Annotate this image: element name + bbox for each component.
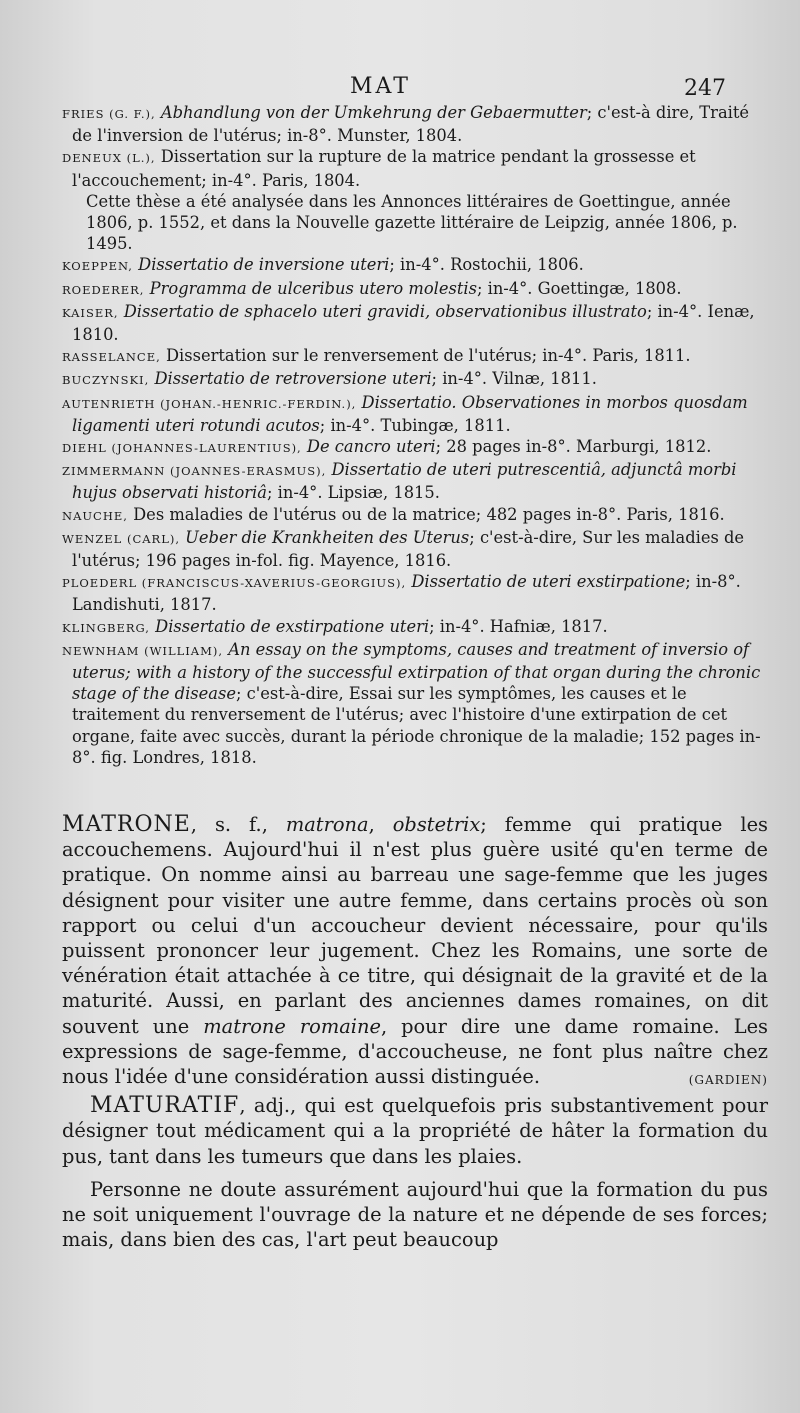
entry-title: Dissertatio de uteri exstirpatione [411,572,686,592]
author-signature: (GARDIEN) [688,1073,768,1088]
entry-body: , adj., qui est quelquefois pris substantivement pour désigner tout médicament qui a la propriété de hâter la formation du pus, tant dans les tumeurs que dans les plaies. [62,1094,768,1168]
bibliography-entry [62,504,762,527]
entry-details: ; in-4°. Lipsiæ, 1815. [266,483,440,503]
entry-title: Ueber die Krankheiten des Uterus [185,527,470,547]
entry-author: BUCZYNSKI, [62,373,150,388]
entry-details: ; c'est-à dire, Traité de l'inversion de l'utérus; in-8°. Munster, 1804. [72,103,750,146]
bibliography-entry [62,527,762,571]
bibliography-list [62,102,762,768]
entry-details: Dissertation sur la rupture de la matrice pendant la grossesse et l'accouchement; in-4°. Paris, 1804. [72,147,696,190]
entry-title: Abhandlung von der Umkehrung der Gebaermutter [160,103,587,122]
entry-details: ; in-8°. Landishuti, 1817. [72,572,741,615]
latin-term: obstetrix [392,813,481,836]
headword-matrone: MATRONE [62,812,191,837]
entry-title: Dissertatio de sphacelo uteri gravidi, observationibus illustrato [123,301,647,321]
entry-title: Dissertatio de uteri putrescentiâ, adjunctâ morbi hujus observati historiâ [72,460,737,503]
entry-author: AUTENRIETH (JOHAN.-HENRIC.-FERDIN.), [62,396,357,411]
entry-author: NEWNHAM (WILLIAM), [62,643,223,658]
bibliography-entry [62,102,762,146]
bibliography-entry [62,278,762,301]
bibliography-entry [62,368,762,391]
entry-details: ; c'est-à-dire, Essai sur les symptômes, les causes et le traitement du renversement de l'utérus; avec l'histoire d'une extirpation de cet organe, faite avec succès, durant la période chronique de la maladie; 152 pages in-8°. fig. Londres, 1818. [72,684,761,767]
bibliography-entry [62,639,762,768]
entry-details: Cette thèse a été analysée dans les Annonces littéraires de Goettingue, année 1806, p. 1552, et dans la Nouvelle gazette littéraire de Leipzig, année 1806, p. 1495. [86,191,738,254]
entry-author: ROEDERER, [62,282,145,297]
entry-author: WENZEL (CARL), [62,531,180,546]
entry-author: NAUCHE, [62,508,128,523]
entry-author: FRIES (G. F.), [62,107,156,121]
entry-details: ; 28 pages in-8°. Marburgi, 1812. [435,437,712,457]
entry-author: DIEHL (JOHANNES-LAURENTIUS), [62,441,302,456]
page-number: 247 [684,76,726,101]
main-text [62,812,768,1252]
entry-details: Dissertation sur le renversement de l'utérus; in-4°. Paris, 1811. [165,346,691,366]
bibliography-entry [62,392,762,436]
entry-details: ; in-4°. Hafniæ, 1817. [429,616,608,636]
entry-title: De cancro uteri [306,437,436,457]
entry-details: ; in-4°. Tubingæ, 1811. [319,415,511,435]
entry-title: Programma de ulceribus utero molestis [149,278,477,298]
page-header [0,70,800,106]
entry-matrone: MATRONE, s. f., matrona, obstetrix; femme qui pratique les accouchemens. Aujourd'hui il n'est plus guère usité qu'en terme de pratique. On nomme ainsi au barreau une sage-femme que les juges désignent pour visiter une autre femme, dans certains procès où son rapport ou celui d'un accoucheur devient nécessaire, pour qu'ils puissent prononcer leur jugement. Chez les Romains, une sorte de vénération était attachée à ce titre, qui désignait de la gravité et de la maturité. Aussi, en parlant des anciennes dames romaines, on dit souvent une matrone romaine, pour dire une dame romaine. Les expressions de sage-femme, d'accoucheuse, ne font plus naître chez nous l'idée d'une considération aussi distinguée. (GARDIEN) [62,812,768,1089]
entry-title: Dissertatio de retroversione uteri [154,369,432,389]
headword-maturatif: MATURATIF [90,1093,240,1119]
entry-author: RASSELANCE, [62,350,161,365]
paragraph: Personne ne doute assurément aujourd'hui que la formation du pus ne soit uniquement l'ouvrage de la nature et ne dépende de ses forces; mais, dans bien des cas, l'art peut beaucoup [62,1177,768,1252]
entry-details: ; in-4°. Ienæ, 1810. [72,301,755,345]
entry-title: Dissertatio de inversione uteri [138,255,390,275]
running-head: MAT [350,74,411,99]
entry-title: Dissertatio de exstirpatione uteri [155,616,430,636]
latin-term: matrona [285,813,369,836]
entry-title: Dissertatio. Observationes in morbos quosdam ligamenti uteri rotundi acutos [72,392,748,435]
entry-maturatif [62,1093,768,1169]
bibliography-entry [62,345,762,368]
entry-body: ; femme qui pratique les accouchemens. Aujourd'hui il n'est plus guère usité qu'en terme de pratique. On nomme ainsi au barreau une sage-femme que les juges désignent pour visiter une autre femme, dans certains procès où son rapport ou celui d'un accoucheur devient nécessaire, pour qu'ils puissent prononcer leur jugement. Chez les Romains, une sorte de vénération était attachée à ce titre, qui désignait de la gravité et de la maturité. Aussi, en parlant des anciennes dames romaines, on dit souvent une [62,813,768,1038]
entry-details: Des maladies de l'utérus ou de la matrice; 482 pages in-8°. Paris, 1816. [133,504,725,524]
bibliography-entry [62,436,762,459]
entry-details: ; in-4°. Goettingæ, 1808. [476,278,682,298]
entry-title: An essay on the symptoms, causes and treatment of inversio of uterus; with a history of the successful extirpation of that organ during the chronic stage of the disease [72,639,761,704]
entry-author: KOEPPEN, [62,259,133,274]
entry-author: KLINGBERG, [62,620,150,635]
entry-details: ; c'est-à-dire, Sur les maladies de l'utérus; 196 pages in-fol. fig. Mayence, 1816. [72,527,745,571]
entry-author: ZIMMERMANN (JOANNES-ERASMUS), [62,464,327,479]
bibliography-entry [62,301,762,345]
bibliography-entry [62,191,762,255]
bibliography-entry [62,571,762,615]
entry-author: KAISER, [62,305,119,320]
entry-details: ; in-4°. Vilnæ, 1811. [431,369,597,389]
bibliography-entry [62,254,762,277]
bibliography-entry [62,616,762,639]
bibliography-entry [62,459,762,503]
bibliography-entry [62,146,762,190]
entry-details: ; in-4°. Rostochii, 1806. [389,255,584,275]
entry-author: PLOEDERL (FRANCISCUS-XAVERIUS-GEORGIUS), [62,576,407,591]
italic-phrase: matrone romaine [203,1014,381,1038]
entry-author: DENEUX (L.), [62,151,156,166]
entry-body-end: , pour dire une dame romaine. Les expressions de sage-femme, d'accoucheuse, ne font plus naître chez nous l'idée d'une considération aussi distinguée. [62,1014,768,1089]
